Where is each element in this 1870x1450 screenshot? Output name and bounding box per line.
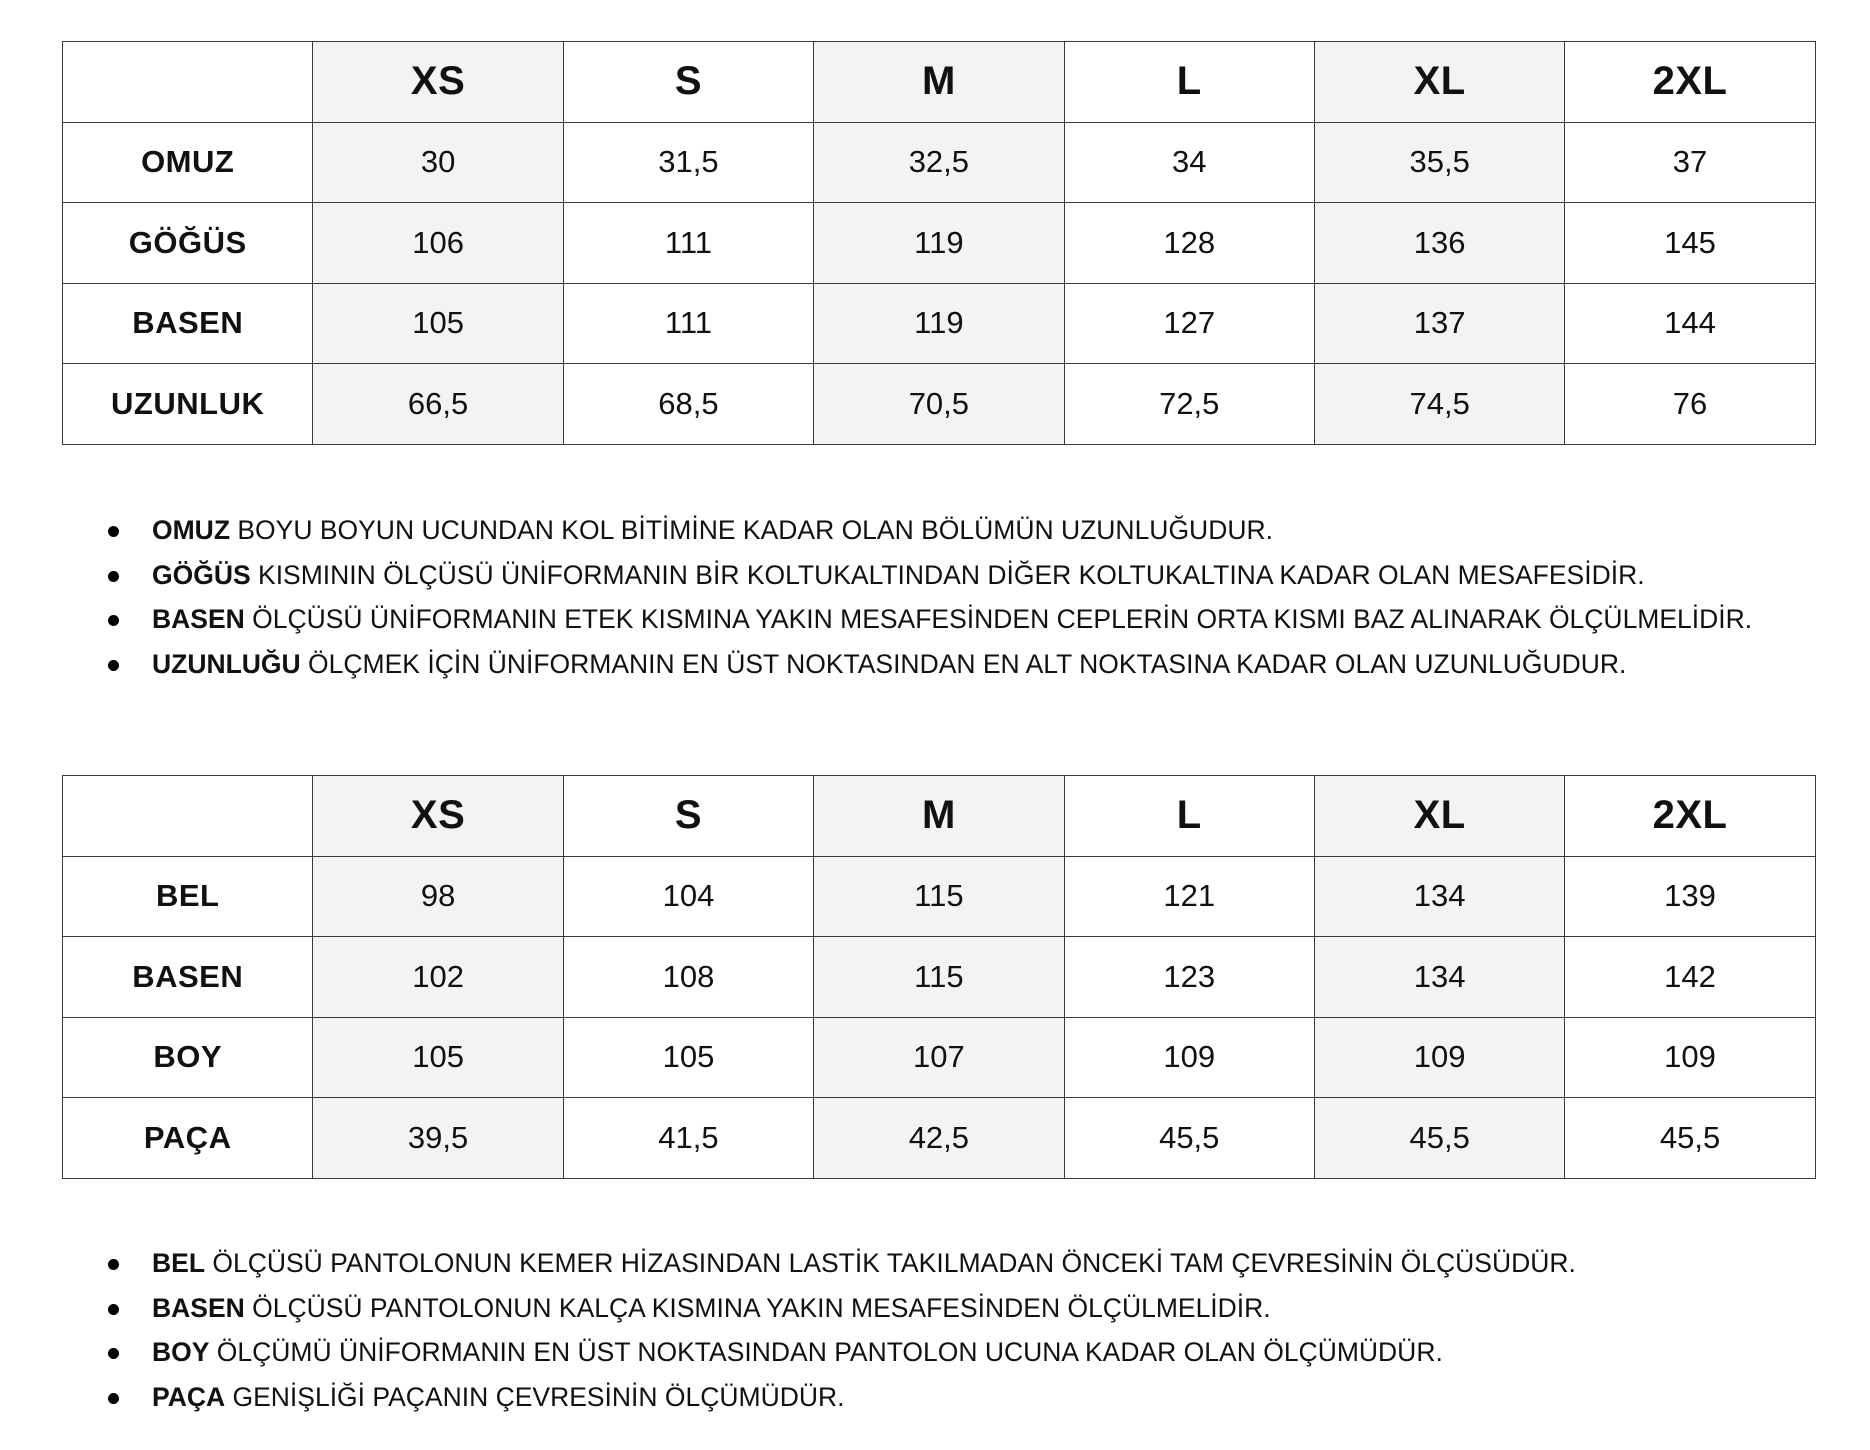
note-term: GÖĞÜS xyxy=(152,559,251,590)
note-term: BOY xyxy=(152,1337,210,1367)
table-cell: 37 xyxy=(1565,122,1815,203)
bullet-icon xyxy=(108,660,119,671)
row-label-omuz: OMUZ xyxy=(63,122,313,203)
table-cell: 41,5 xyxy=(563,1098,813,1179)
row-label-gogus: GÖĞÜS xyxy=(63,203,313,284)
list-item xyxy=(104,1375,1576,1420)
table-cell: 105 xyxy=(563,1017,813,1098)
note-term: BEL xyxy=(152,1248,205,1278)
table-cell: 66,5 xyxy=(313,364,563,445)
note-text: ÖLÇÜSÜ PANTOLONUN KALÇA KISMINA YAKIN MESAFESİNDEN ÖLÇÜLMELİDİR. xyxy=(244,1292,1271,1323)
size-header-2xl: 2XL xyxy=(1565,776,1815,857)
table-cell: 98 xyxy=(313,856,563,937)
table-cell: 137 xyxy=(1314,283,1564,364)
list-item xyxy=(104,1241,1576,1286)
table-cell: 104 xyxy=(563,856,813,937)
table-cell: 68,5 xyxy=(563,364,813,445)
note-term: PAÇA xyxy=(152,1381,226,1412)
table-cell: 111 xyxy=(563,283,813,364)
bottom-size-table xyxy=(62,775,1816,1179)
table-row xyxy=(63,1098,1816,1179)
table-cell: 119 xyxy=(814,203,1064,284)
size-header-2xl: 2XL xyxy=(1565,42,1815,123)
table-cell: 39,5 xyxy=(313,1098,563,1179)
table-cell: 106 xyxy=(313,203,563,284)
list-item xyxy=(104,553,1752,598)
row-label-basen: BASEN xyxy=(63,283,313,364)
table-row xyxy=(63,937,1816,1018)
table-cell: 127 xyxy=(1064,283,1314,364)
note-text: BOYU BOYUN UCUNDAN KOL BİTİMİNE KADAR OLAN BÖLÜMÜN UZUNLUĞUDUR. xyxy=(230,515,1273,545)
table-cell: 115 xyxy=(814,856,1064,937)
table-cell: 76 xyxy=(1565,364,1815,445)
bullet-icon xyxy=(108,1259,119,1270)
table-cell: 102 xyxy=(313,937,563,1018)
table-cell: 139 xyxy=(1565,856,1815,937)
table-cell: 45,5 xyxy=(1565,1098,1815,1179)
table-row xyxy=(63,1017,1816,1098)
row-label-paca: PAÇA xyxy=(63,1098,313,1179)
table-cell: 32,5 xyxy=(814,122,1064,203)
note-term: BASEN xyxy=(152,604,245,634)
table-cell: 136 xyxy=(1314,203,1564,284)
note-term: BASEN xyxy=(152,1292,245,1323)
table-cell: 134 xyxy=(1314,856,1564,937)
table-cell: 109 xyxy=(1565,1017,1815,1098)
table-row xyxy=(63,856,1816,937)
corner-cell xyxy=(63,776,313,857)
list-item xyxy=(104,508,1752,553)
table-cell: 45,5 xyxy=(1064,1098,1314,1179)
bullet-icon xyxy=(108,1348,119,1359)
note-term: OMUZ xyxy=(152,515,231,545)
size-header-l: L xyxy=(1064,776,1314,857)
row-label-bel: BEL xyxy=(63,856,313,937)
table-cell: 145 xyxy=(1565,203,1815,284)
table-cell: 105 xyxy=(313,1017,563,1098)
size-header-l: L xyxy=(1064,42,1314,123)
size-header-s: S xyxy=(563,776,813,857)
table-cell: 115 xyxy=(814,937,1064,1018)
table-cell: 119 xyxy=(814,283,1064,364)
bottom-measurement-notes xyxy=(104,1241,1576,1419)
note-text: ÖLÇÜMÜ ÜNİFORMANIN EN ÜST NOKTASINDAN PANTOLON UCUNA KADAR OLAN ÖLÇÜMÜDÜR. xyxy=(209,1337,1443,1367)
bullet-icon xyxy=(108,526,119,537)
table-cell: 144 xyxy=(1565,283,1815,364)
table-cell: 142 xyxy=(1565,937,1815,1018)
table-cell: 108 xyxy=(563,937,813,1018)
size-header-xl: XL xyxy=(1314,776,1564,857)
table-cell: 34 xyxy=(1064,122,1314,203)
row-label-basen: BASEN xyxy=(63,937,313,1018)
table-row xyxy=(63,203,1816,284)
table-cell: 72,5 xyxy=(1064,364,1314,445)
table-cell: 109 xyxy=(1314,1017,1564,1098)
table-cell: 35,5 xyxy=(1314,122,1564,203)
table-cell: 123 xyxy=(1064,937,1314,1018)
size-header-xs: XS xyxy=(313,776,563,857)
size-header-xl: XL xyxy=(1314,42,1564,123)
bullet-icon xyxy=(108,1393,119,1404)
list-item xyxy=(104,597,1752,642)
list-item xyxy=(104,1330,1576,1375)
bullet-icon xyxy=(108,571,119,582)
bullet-icon xyxy=(108,1304,119,1315)
corner-cell xyxy=(63,42,313,123)
table-cell: 111 xyxy=(563,203,813,284)
note-text: ÖLÇMEK İÇİN ÜNİFORMANIN EN ÜST NOKTASINDAN EN ALT NOKTASINA KADAR OLAN UZUNLUĞUDUR. xyxy=(300,648,1627,679)
table-cell: 107 xyxy=(814,1017,1064,1098)
list-item xyxy=(104,642,1752,687)
table-cell: 121 xyxy=(1064,856,1314,937)
table-cell: 30 xyxy=(313,122,563,203)
table-cell: 31,5 xyxy=(563,122,813,203)
list-item xyxy=(104,1286,1576,1331)
table-row xyxy=(63,122,1816,203)
table-cell: 74,5 xyxy=(1314,364,1564,445)
table-cell: 109 xyxy=(1064,1017,1314,1098)
bullet-icon xyxy=(108,615,119,626)
table-row xyxy=(63,283,1816,364)
size-header-m: M xyxy=(814,776,1064,857)
size-header-m: M xyxy=(814,42,1064,123)
size-header-row xyxy=(63,42,1816,123)
table-cell: 134 xyxy=(1314,937,1564,1018)
size-header-s: S xyxy=(563,42,813,123)
table-cell: 45,5 xyxy=(1314,1098,1564,1179)
table-cell: 70,5 xyxy=(814,364,1064,445)
table-cell: 105 xyxy=(313,283,563,364)
top-size-table xyxy=(62,41,1816,445)
note-text: ÖLÇÜSÜ ÜNİFORMANIN ETEK KISMINA YAKIN MESAFESİNDEN CEPLERİN ORTA KISMI BAZ ALINARAK ÖLÇÜLMELİDİR. xyxy=(244,604,1753,634)
size-header-xs: XS xyxy=(313,42,563,123)
note-text: KISMININ ÖLÇÜSÜ ÜNİFORMANIN BİR KOLTUKALTINDAN DİĞER KOLTUKALTINA KADAR OLAN MESAFESİDİR. xyxy=(250,559,1645,590)
row-label-uzunluk: UZUNLUK xyxy=(63,364,313,445)
top-measurement-notes xyxy=(104,508,1752,686)
note-term: UZUNLUĞU xyxy=(152,648,301,679)
table-cell: 128 xyxy=(1064,203,1314,284)
table-row xyxy=(63,364,1816,445)
size-header-row xyxy=(63,776,1816,857)
table-cell: 42,5 xyxy=(814,1098,1064,1179)
row-label-boy: BOY xyxy=(63,1017,313,1098)
note-text: GENİŞLİĞİ PAÇANIN ÇEVRESİNİN ÖLÇÜMÜDÜR. xyxy=(225,1381,845,1412)
note-text: ÖLÇÜSÜ PANTOLONUN KEMER HİZASINDAN LASTİK TAKILMADAN ÖNCEKİ TAM ÇEVRESİNİN ÖLÇÜSÜDÜR. xyxy=(205,1248,1576,1278)
